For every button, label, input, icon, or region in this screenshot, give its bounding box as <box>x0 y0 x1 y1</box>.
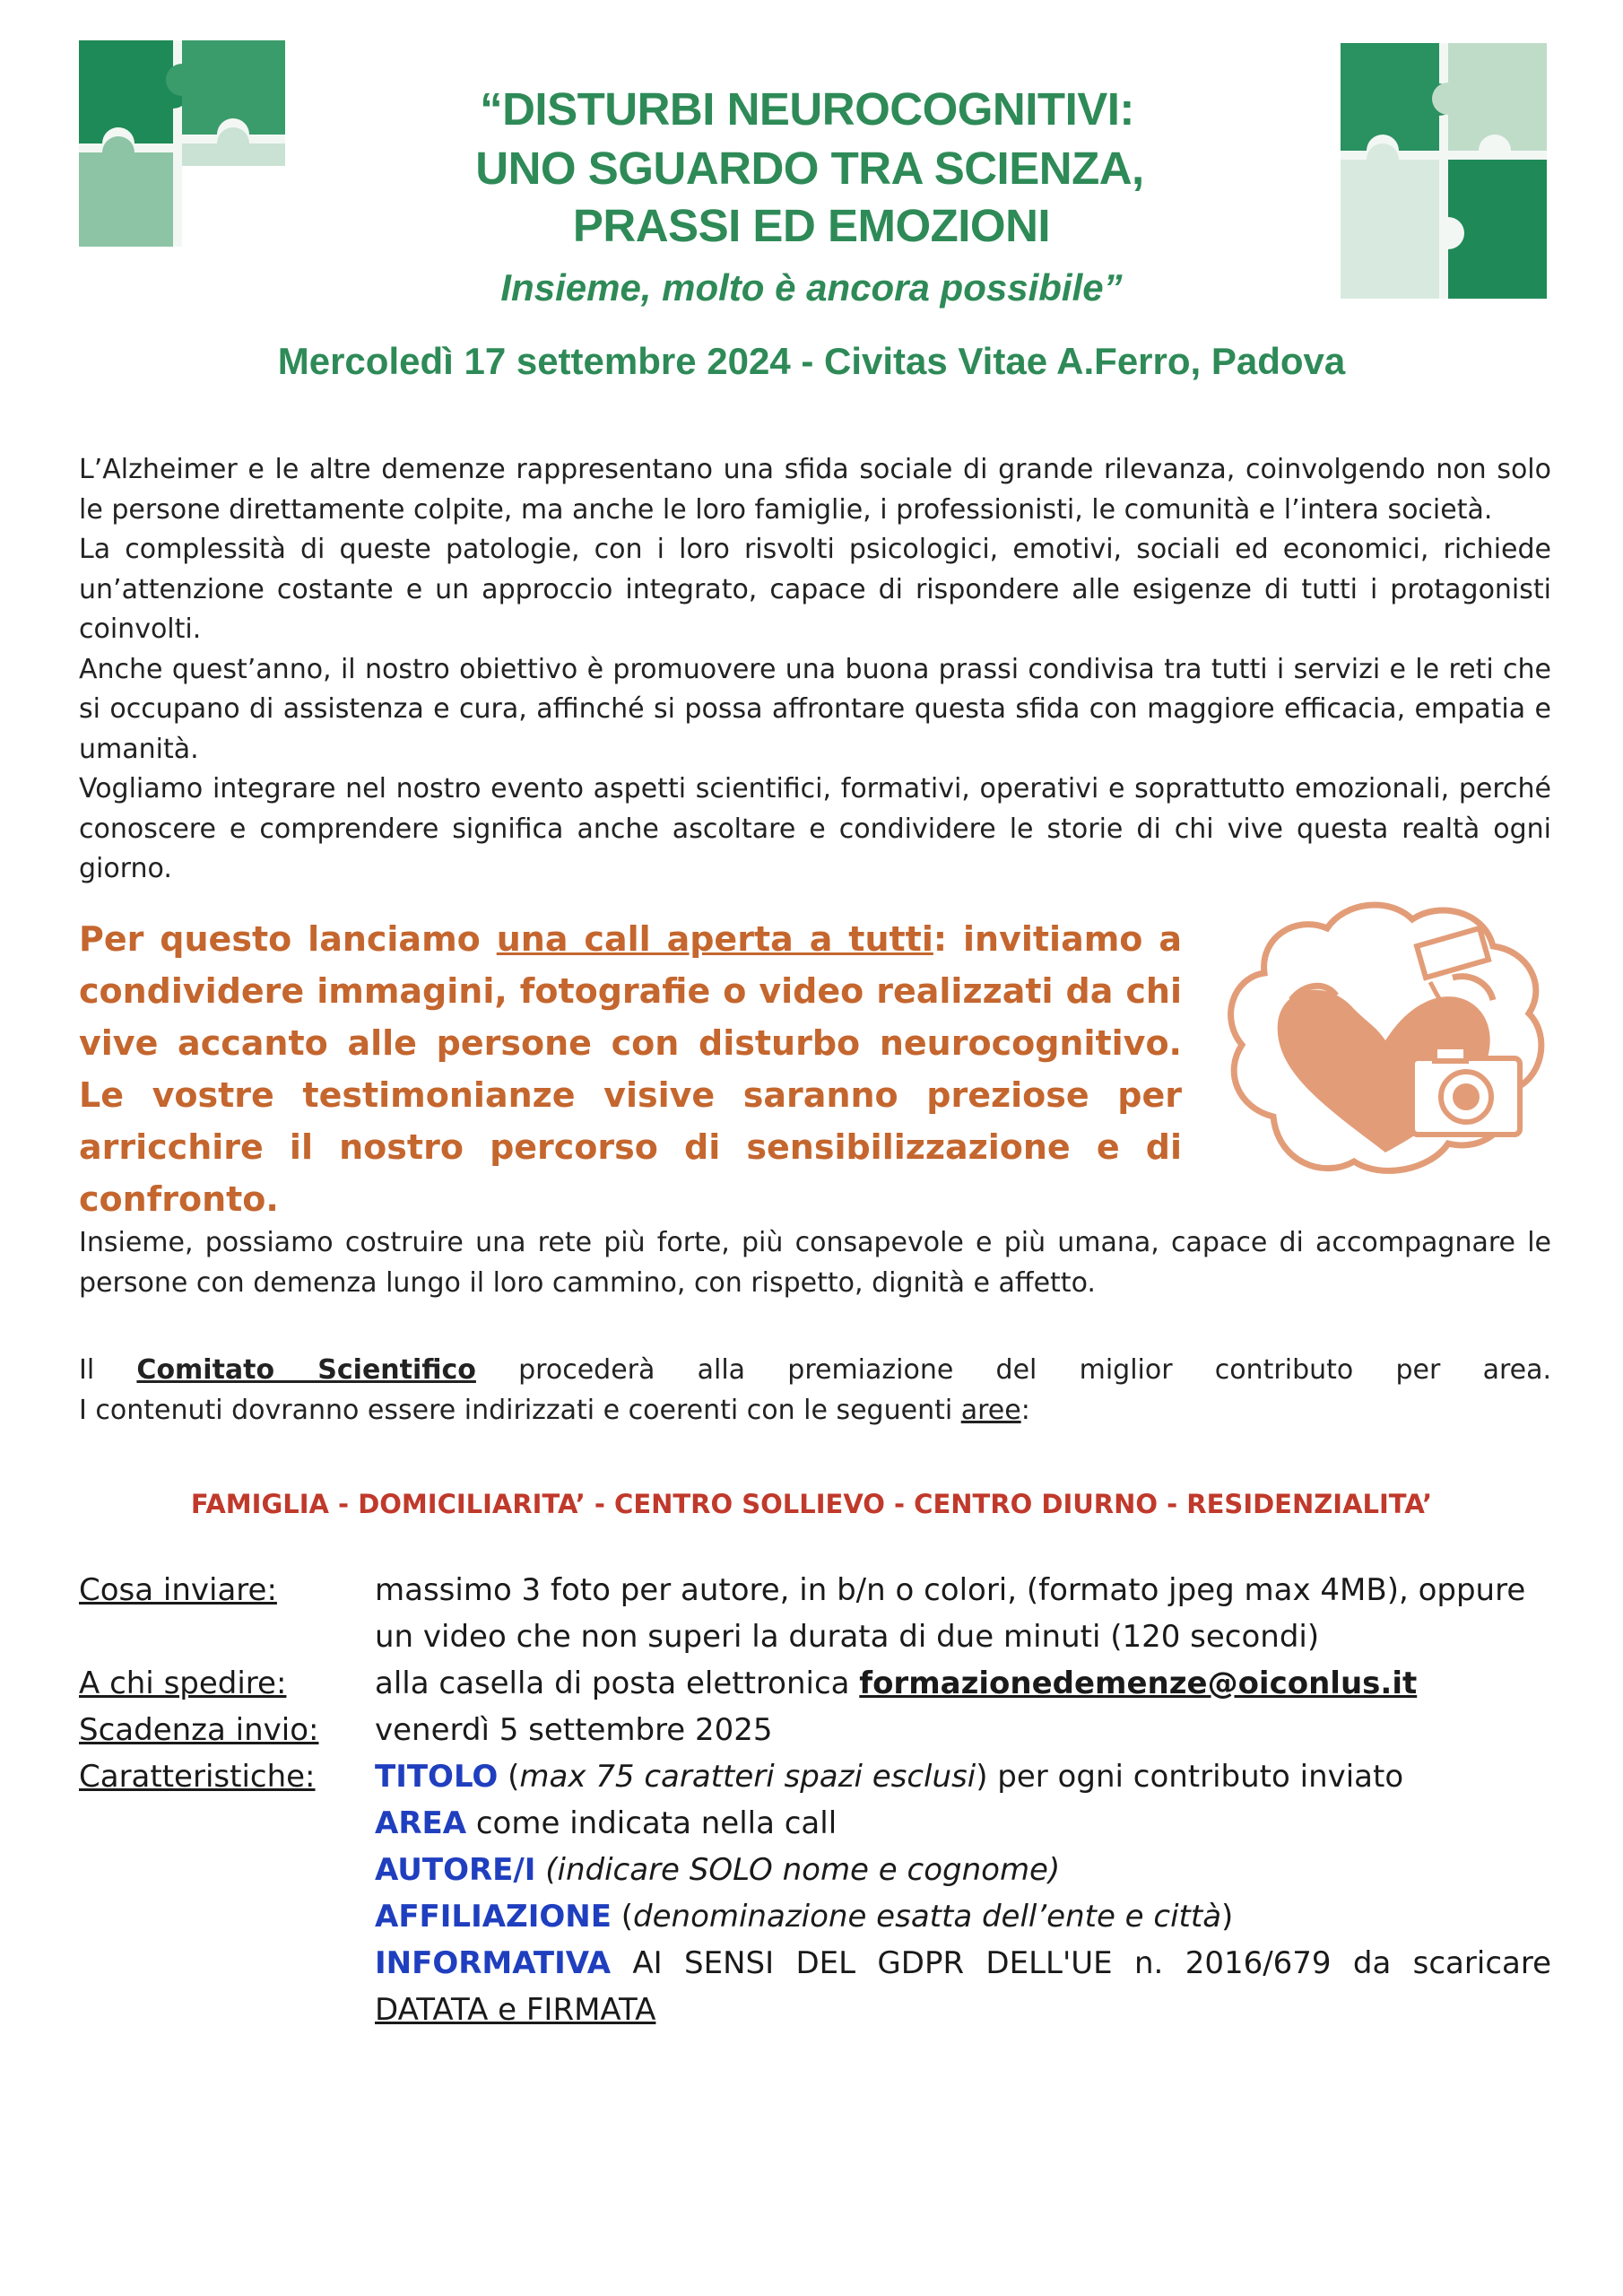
detail-row-to <box>79 1660 1551 1707</box>
detail-label: Cosa inviare: <box>79 1572 277 1608</box>
call-suffix: : invitiamo a condividere immagini, fotografie o video realizzati da chi vive accanto alle persone con disturbo neurocognitivo. Le vostre testimonianze visive saranno preziose per arricchire il nostro percorso di sensibilizzazione e di confronto. <box>79 919 1182 1219</box>
title-line-3: PRASSI ED EMOZIONI <box>572 200 1051 251</box>
together-text: Insieme, possiamo costruire una rete più forte, più consapevole e più umana, capace di accompagnare le persone con demenza lungo il loro cammino, con rispetto, dignità e affetto. <box>79 1227 1551 1299</box>
feature-text: DATATA e FIRMATA <box>375 1992 656 2028</box>
detail-row-features <box>79 1753 1551 2033</box>
together-paragraph <box>79 1223 1551 1303</box>
call-to-action <box>79 913 1182 1225</box>
committee-section <box>79 1351 1551 1431</box>
feature-note: denominazione esatta dell’ente e città <box>633 1899 1222 1935</box>
areas-word: aree <box>960 1394 1021 1426</box>
feature-note: (indicare SOLO nome e cognome) <box>535 1852 1061 1888</box>
event-date-place: Mercoledì 17 settembre 2024 - Civitas Vitae A.Ferro, Padova <box>277 340 1346 382</box>
intro-paragraph: La complessità di queste patologie, con i loro risvolti psicologici, emotivi, sociali ed economici, richiede un’attenzione costante e un approccio integrato, capace di rispondere alle esigenze di tutti i protagonisti coinvolti. <box>79 534 1551 645</box>
subtitle: Insieme, molto è ancora possibile” <box>500 266 1123 309</box>
committee-line <box>79 1351 1551 1391</box>
feature-title <box>375 1753 1551 1800</box>
feature-text: AI SENSI DEL GDPR DELL'UE n. 2016/679 da scaricare <box>611 1945 1551 1981</box>
feature-affiliation <box>375 1893 1551 1940</box>
feature-text: come indicata nella call <box>466 1805 838 1841</box>
feature-text: ) <box>1221 1899 1234 1935</box>
areas-list: FAMIGLIA - DOMICILIARITA’ - CENTRO SOLLIEVO - CENTRO DIURNO - RESIDENZIALITA’ <box>190 1489 1433 1519</box>
email-link[interactable]: formazionedemenze@oiconlus.it <box>859 1665 1418 1701</box>
title-line-2: UNO SGUARDO TRA SCIENZA, <box>475 143 1144 194</box>
detail-value: alla casella di posta elettronica <box>375 1665 860 1701</box>
detail-label: A chi spedire: <box>79 1665 287 1701</box>
feature-author <box>375 1847 1551 1893</box>
intro-paragraph: Vogliamo integrare nel nostro evento aspetti scientifici, formativi, operativi e soprattutto emozionali, perché conoscere e comprendere significa anche ascoltare e condividere le storie di chi vive questa realtà ogni giorno. <box>79 773 1551 884</box>
brain-heart-camera-icon <box>1219 892 1551 1193</box>
detail-label: Scadenza invio: <box>79 1712 319 1748</box>
feature-note: max 75 caratteri spazi esclusi <box>519 1759 976 1795</box>
feature-text: ( <box>611 1899 634 1935</box>
committee-name: Comitato Scientifico <box>136 1354 476 1386</box>
call-prefix: Per questo lanciamo <box>79 919 497 959</box>
call-highlight: una call aperta a tutti <box>496 919 933 959</box>
detail-value: venerdì 5 settembre 2025 <box>375 1712 773 1748</box>
detail-value: massimo 3 foto per autore, in b/n o colori, (formato jpeg max 4MB), oppure un video che non superi la durata di due minuti (120 secondi) <box>375 1572 1526 1655</box>
feature-keyword: AFFILIAZIONE <box>375 1899 612 1935</box>
feature-keyword: AUTORE/I <box>375 1852 536 1888</box>
feature-keyword: TITOLO <box>375 1759 499 1795</box>
committee-post: procederà alla premiazione del miglior contributo per area. <box>475 1354 1552 1386</box>
areas-intro-post: : <box>1020 1394 1030 1426</box>
submission-details <box>79 1567 1551 2033</box>
feature-keyword: AREA <box>375 1805 467 1841</box>
committee-pre: Il <box>79 1354 137 1386</box>
feature-informativa <box>375 1940 1551 1987</box>
feature-informativa-note <box>375 1987 1551 2033</box>
feature-area <box>375 1800 1551 1847</box>
title-line-1: “DISTURBI NEUROCOGNITIVI: <box>480 83 1134 135</box>
detail-label: Caratteristiche: <box>79 1759 316 1795</box>
detail-row-what <box>79 1567 1551 1660</box>
intro-paragraph: L’Alzheimer e le altre demenze rappresentano una sfida sociale di grande rilevanza, coinvolgendo non solo le persone direttamente colpite, ma anche le loro famiglie, i professionisti, le comunità e l’intera società. <box>79 454 1551 526</box>
areas-intro-pre: I contenuti dovranno essere indirizzati e coerenti con le seguenti <box>79 1394 961 1426</box>
intro-section <box>79 450 1551 890</box>
areas-intro-line <box>79 1391 1551 1431</box>
feature-keyword: INFORMATIVA <box>375 1945 612 1981</box>
feature-text: ) per ogni contributo inviato <box>976 1759 1404 1795</box>
detail-row-deadline <box>79 1707 1551 1753</box>
intro-paragraph: Anche quest’anno, il nostro obiettivo è promuovere una buona prassi condivisa tra tutti i servizi e le reti che si occupano di assistenza e cura, affinché si possa affrontare questa sfida con maggiore efficacia, empatia e umanità. <box>79 653 1551 765</box>
feature-text: ( <box>498 1759 520 1795</box>
